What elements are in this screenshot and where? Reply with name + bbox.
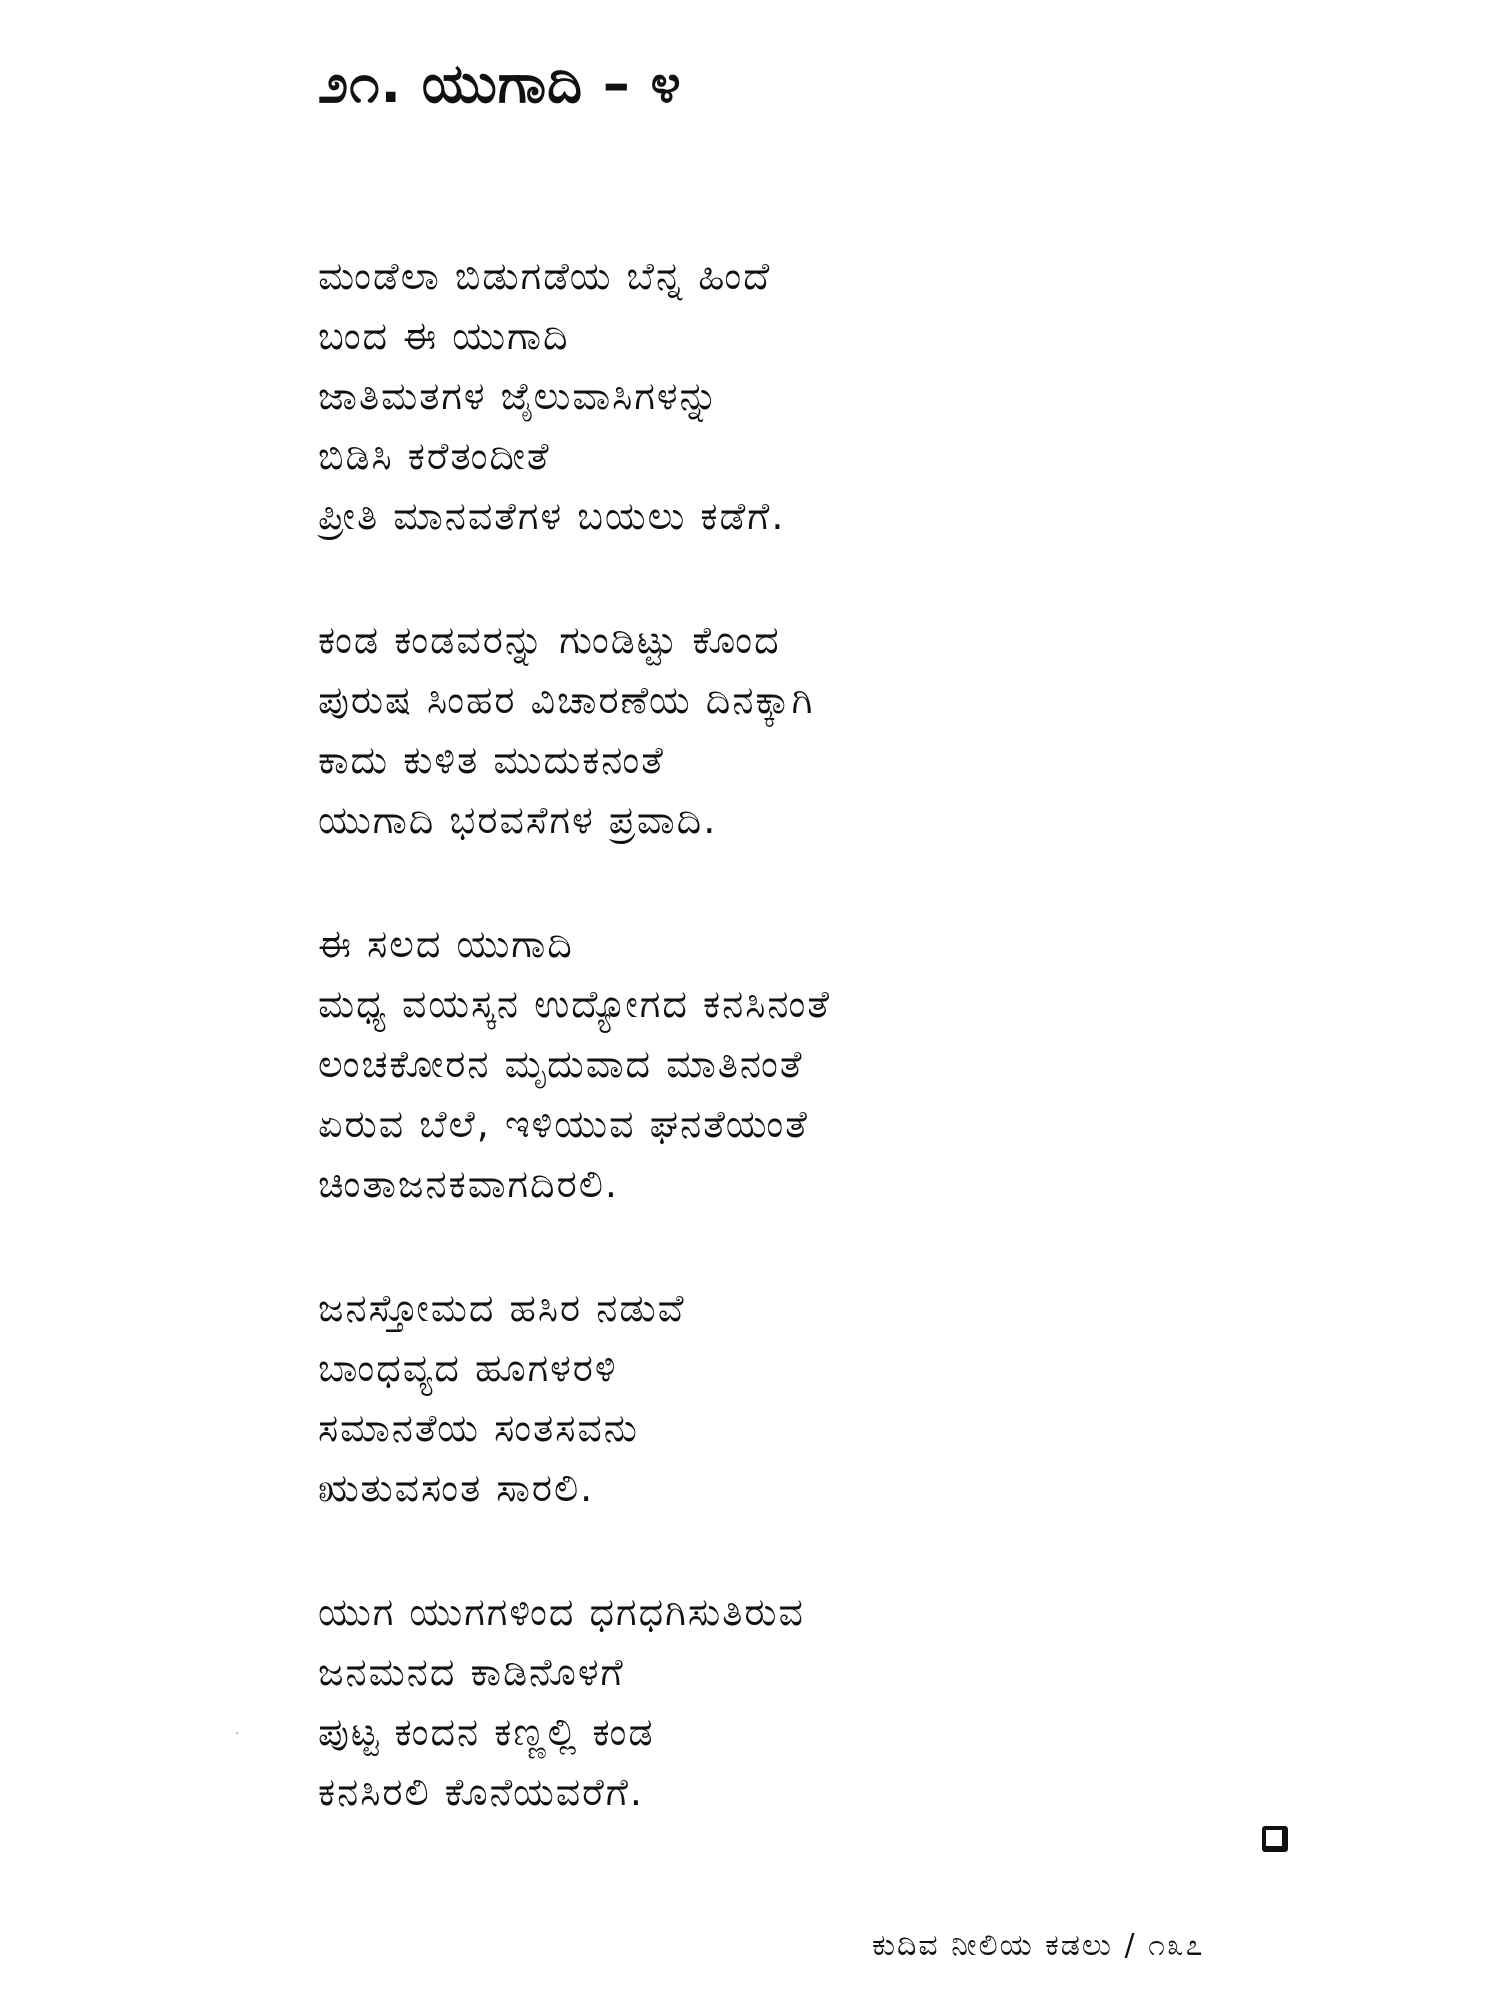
poem-title: ೨೧. ಯುಗಾದಿ – ೪: [318, 52, 682, 115]
poem-line: ಜಾತಿಮತಗಳ ಜೈಲುವಾಸಿಗಳನ್ನು: [318, 374, 720, 418]
poem-line: ಪುರುಷ ಸಿಂಹರ ವಿಚಾರಣೆಯ ದಿನಕ್ಕಾಗಿ: [318, 678, 815, 722]
end-of-poem-square-icon: [1262, 1826, 1288, 1852]
poem-line: ಕಂಡ ಕಂಡವರನ್ನು ಗುಂಡಿಟ್ಟು ಕೊಂದ: [318, 618, 781, 662]
poem-line: ಬಾಂಧವ್ಯದ ಹೂಗಳರಳಿ: [318, 1346, 618, 1390]
poem-line: ಯುಗಾದಿ ಭರವಸೆಗಳ ಪ್ರವಾದಿ.: [318, 798, 718, 842]
poem-line: ಯುಗ ಯುಗಗಳಿಂದ ಧಗಧಗಿಸುತಿರುವ: [318, 1590, 805, 1634]
stanza-2: [318, 610, 1318, 850]
poem-line: ಜನಸ್ತೋಮದ ಹಸಿರ ನಡುವೆ: [318, 1286, 686, 1330]
scan-speck: [236, 1732, 238, 1734]
poem-line: ಮಂಡೆಲಾ ಬಿಡುಗಡೆಯ ಬೆನ್ನ ಹಿಂದೆ: [318, 254, 772, 298]
poem-line: ಏರುವ ಬೆಲೆ, ಇಳಿಯುವ ಘನತೆಯಂತೆ: [318, 1102, 809, 1146]
poem-line: ಈ ಸಲದ ಯುಗಾದಿ: [318, 922, 574, 966]
poem-line: ಕಾದು ಕುಳಿತ ಮುದುಕನಂತೆ: [318, 738, 665, 782]
poem-line: ಋತುವಸಂತ ಸಾರಲಿ.: [318, 1466, 595, 1510]
poem-line: ಪ್ರೀತಿ ಮಾನವತೆಗಳ ಬಯಲು ಕಡೆಗೆ.: [318, 494, 786, 538]
poem-line: ಸಮಾನತೆಯ ಸಂತಸವನು: [318, 1406, 640, 1450]
poem-line: ಬಿಡಿಸಿ ಕರೆತಂದೀತೆ: [318, 434, 551, 478]
poem-line: ಬಂದ ಈ ಯುಗಾದಿ: [318, 314, 570, 358]
stanza-4: [318, 1278, 1318, 1518]
poem-line: ಕನಸಿರಲಿ ಕೊನೆಯವರೆಗೆ.: [318, 1770, 644, 1814]
stanza-5: [318, 1582, 1318, 1822]
poem-line: ಲಂಚಕೋರನ ಮೃದುವಾದ ಮಾತಿನಂತೆ: [318, 1042, 804, 1086]
poem-line: ಜನಮನದ ಕಾಡಿನೊಳಗೆ: [318, 1650, 625, 1694]
poem-line: ಮಧ್ಯ ವಯಸ್ಕನ ಉದ್ಯೋಗದ ಕನಸಿನಂತೆ: [318, 982, 832, 1026]
poem-line: ಚಿಂತಾಜನಕವಾಗದಿರಲಿ.: [318, 1162, 619, 1206]
poem-line: ಪುಟ್ಟ ಕಂದನ ಕಣ್ಣಲ್ಲಿ ಕಂಡ: [318, 1710, 655, 1754]
page-footer: ಕುದಿವ ನೀಲಿಯ ಕಡಲು / ೧೩೭: [872, 1928, 1205, 1963]
poem-body: [318, 246, 1318, 1886]
stanza-1: [318, 246, 1318, 546]
stanza-3: [318, 914, 1318, 1214]
